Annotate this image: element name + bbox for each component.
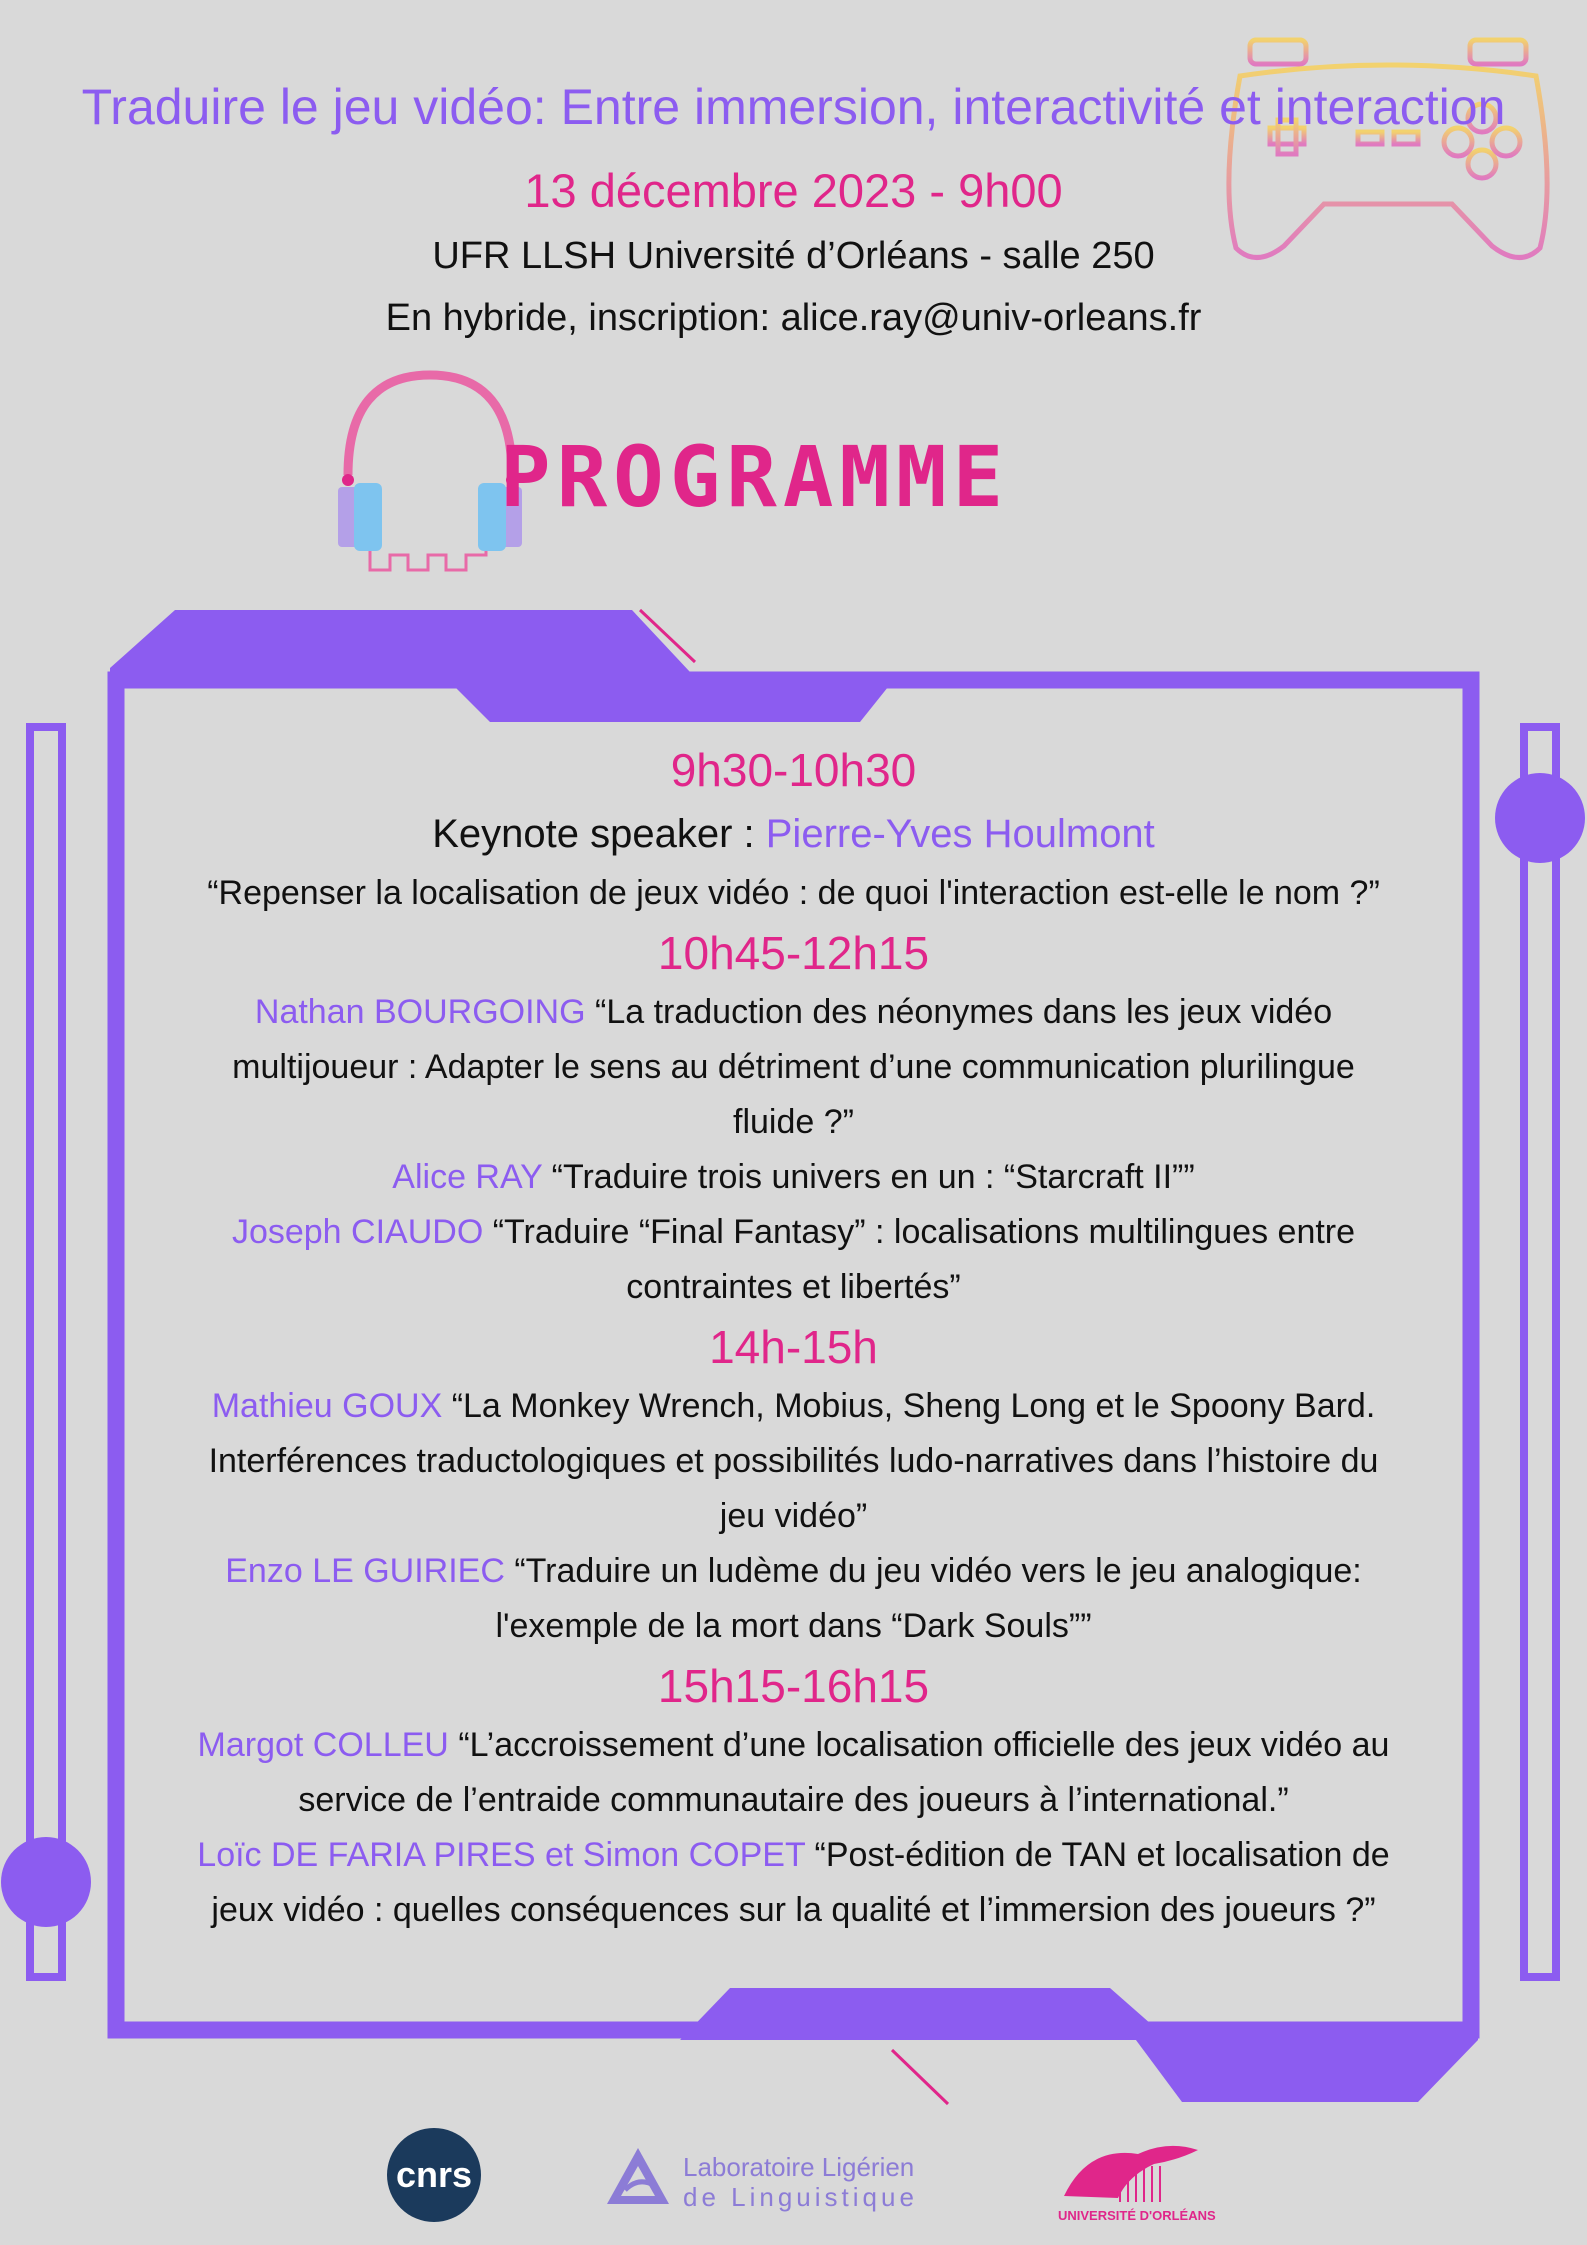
- talk-line: fluide ?”: [733, 1103, 854, 1141]
- programme-heading: PROGRAMME: [500, 428, 1010, 526]
- time-slot-1: 9h30-10h30: [670, 744, 917, 796]
- left-slider-knob: [1, 1837, 91, 1927]
- right-side-bar: [1524, 727, 1556, 1977]
- speaker-name: Nathan BOURGOING: [254, 993, 586, 1031]
- talk-title: “L’accroissement d’une localisation officielle des jeux vidéo au: [448, 1726, 1390, 1764]
- talk-line: contraintes et libertés”: [626, 1268, 961, 1306]
- speaker-name: Loïc DE FARIA PIRES et Simon COPET: [197, 1836, 806, 1874]
- talk-title: “Traduire trois univers en un : “Starcraft II””: [542, 1158, 1195, 1196]
- time-slot-3: 14h-15h: [709, 1321, 878, 1373]
- talk-line: [160, 1150, 1427, 1205]
- llL-logo-icon: [605, 2146, 671, 2208]
- time-slot-4: 15h15-16h15: [657, 1660, 930, 1712]
- talk-line: Interférences traductologiques et possibilités ludo-narratives dans l’histoire du: [208, 1442, 1379, 1480]
- cnrs-logo: cnrs: [387, 2128, 481, 2222]
- universite-orleans-logo-text: UNIVERSITÉ D'ORLÉANS: [1058, 2208, 1216, 2223]
- speaker-name: Margot COLLEU: [197, 1726, 449, 1764]
- talk-line: [160, 1205, 1427, 1260]
- talk-line: l'exemple de la mort dans “Dark Souls””: [495, 1607, 1092, 1645]
- talk-line: jeu vidéo”: [719, 1497, 868, 1535]
- event-title: Traduire le jeu vidéo: Entre immersion, interactivité et interaction: [81, 79, 1506, 135]
- talk-line: service de l’entraide communautaire des joueurs à l’international.”: [298, 1781, 1289, 1819]
- keynote-label: Keynote speaker :: [432, 812, 766, 856]
- talk-title: “Traduire “Final Fantasy” : localisations multilingues entre: [483, 1213, 1356, 1251]
- left-side-bar: [30, 727, 62, 1977]
- talk-line: multijoueur : Adapter le sens au détriment d’une communication plurilingue: [232, 1048, 1355, 1086]
- gamepad-icon: [1220, 36, 1556, 268]
- speaker-name: Mathieu GOUX: [211, 1387, 443, 1425]
- talk-line: jeux vidéo : quelles conséquences sur la qualité et l’immersion des joueurs ?”: [211, 1891, 1376, 1929]
- talk-title: “Post-édition de TAN et localisation de: [805, 1836, 1390, 1874]
- llL-line-1: Laboratoire Ligérien: [683, 2152, 915, 2182]
- talk-line: [160, 1379, 1427, 1434]
- speaker-name: Joseph CIAUDO: [231, 1213, 484, 1251]
- talk-title: “La traduction des néonymes dans les jeux vidéo: [585, 993, 1333, 1031]
- talk-line: [160, 1544, 1427, 1599]
- frame-top-tab: [110, 610, 690, 675]
- frame-bottom-slash: [892, 2050, 948, 2104]
- talk-line: [160, 985, 1427, 1040]
- keynote-talk: “Repenser la localisation de jeux vidéo : de quoi l'interaction est-elle le nom ?”: [207, 874, 1380, 912]
- frame-bottom-tab: [680, 1988, 1160, 2040]
- time-slot-2: 10h45-12h15: [657, 927, 930, 979]
- event-venue: UFR LLSH Université d’Orléans - salle 250: [432, 235, 1155, 277]
- speaker-name: Alice RAY: [392, 1158, 543, 1196]
- talk-title: “La Monkey Wrench, Mobius, Sheng Long et le Spoony Bard.: [442, 1387, 1376, 1425]
- talk-title: “Traduire un ludème du jeu vidéo vers le jeu analogique:: [504, 1552, 1362, 1590]
- right-slider-knob: [1495, 773, 1585, 863]
- universite-orleans-logo-icon: [1058, 2136, 1203, 2208]
- speaker-name: Enzo LE GUIRIEC: [225, 1552, 505, 1590]
- talk-line: [160, 1828, 1427, 1883]
- talk-line: [160, 1718, 1427, 1773]
- frame-bottom-tab-right: [1130, 2032, 1478, 2102]
- llL-line-2: de Linguistique: [683, 2182, 918, 2212]
- keynote-line: [160, 802, 1427, 866]
- keynote-speaker: Pierre-Yves Houlmont: [765, 812, 1155, 856]
- llL-logo-text: [683, 2152, 918, 2212]
- programme-schedule: [160, 738, 1427, 1938]
- event-registration: En hybride, inscription: alice.ray@univ-orleans.fr: [385, 297, 1202, 339]
- event-date: 13 décembre 2023 - 9h00: [524, 164, 1063, 217]
